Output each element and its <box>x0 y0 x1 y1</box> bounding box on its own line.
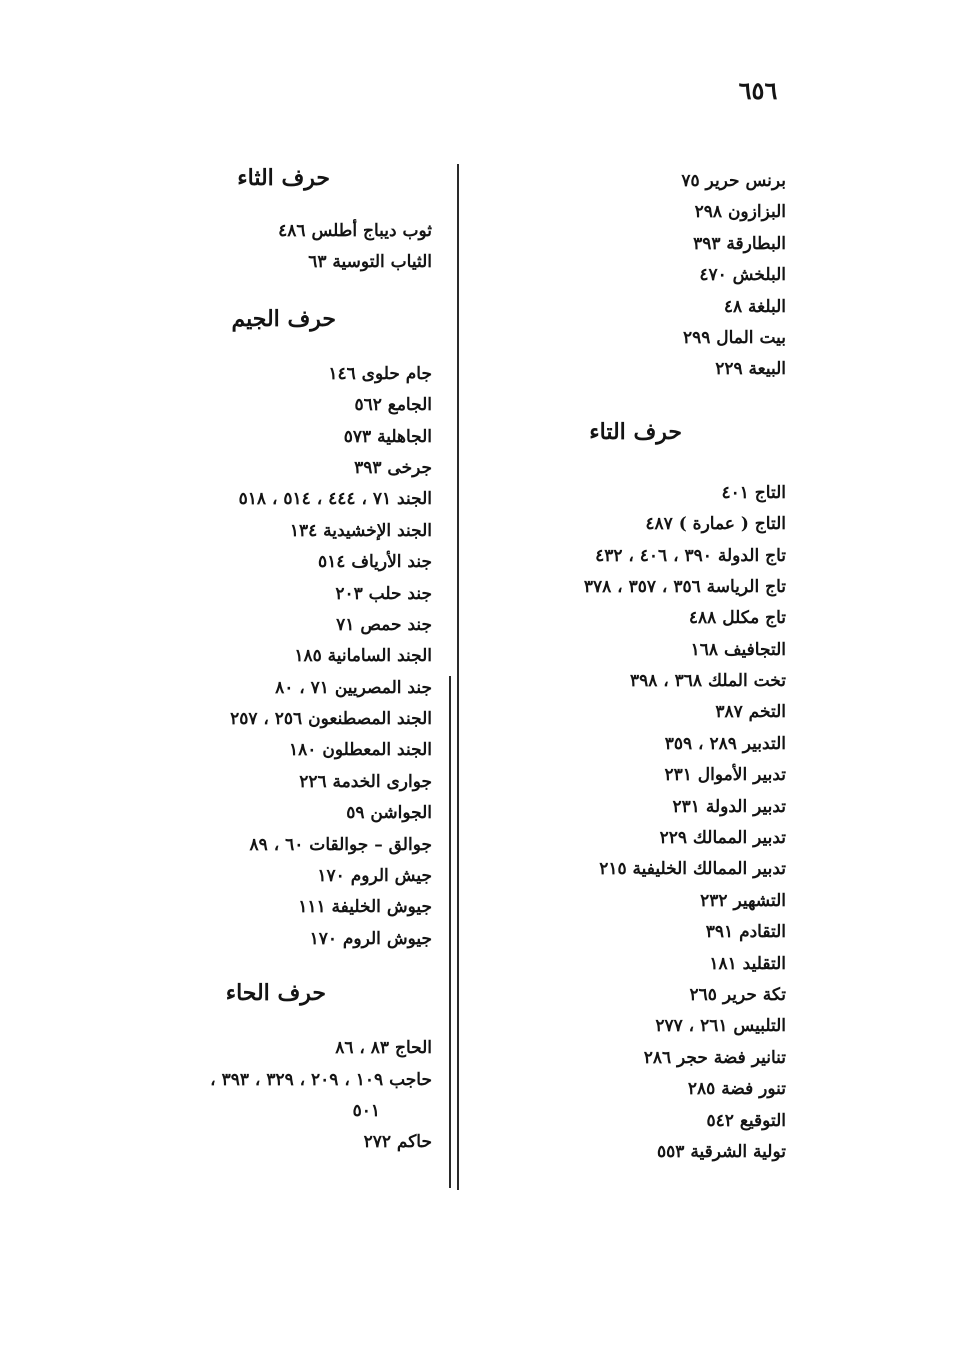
index-entry: تدبير الأموال ٢٣١ <box>664 765 786 786</box>
index-entry: جوالق – جوالقات ٦٠ ، ٨٩ <box>249 834 432 855</box>
index-entry: جند حمص ٧١ <box>336 614 432 635</box>
index-entry: البيعة ٢٢٩ <box>715 359 786 380</box>
section-heading-jim: حرف الجيم <box>231 305 336 332</box>
index-column-left <box>52 158 432 1159</box>
index-entry: حاجب ١٠٩ ، ٢٠٩ ، ٣٢٩ ، ٣٩٣ ، <box>210 1069 432 1090</box>
section-heading-ha: حرف الحاء <box>225 980 326 1007</box>
index-entry-continuation: ٥٠١ <box>352 1100 380 1121</box>
section-heading-tha: حرف الثاء <box>237 165 330 191</box>
index-entry: برنس حرير ٧٥ <box>681 171 786 191</box>
index-entry: تولية الشرقية ٥٥٣ <box>657 1141 786 1162</box>
index-entry: الجامع ٥٦٢ <box>354 395 432 416</box>
index-entry: التاج ٤٠١ <box>721 482 786 503</box>
index-entry: ثوب ديباج أطلس ٤٨٦ <box>278 221 432 241</box>
index-entry: البزازون ٢٩٨ <box>694 202 786 223</box>
index-entry: الجند الإخشيدية ١٣٤ <box>289 520 432 541</box>
index-entry: التخم ٣٨٧ <box>715 702 786 723</box>
index-entry: التلبيس ٢٦١ ، ٢٧٧ <box>655 1016 786 1037</box>
index-entry: البلغة ٤٨ <box>723 296 786 317</box>
index-entry: تدبير الممالك ٢٢٩ <box>659 828 786 849</box>
index-entry: جيوش الروم ١٧٠ <box>309 928 432 949</box>
page-number: ٦٥٦ <box>738 76 778 105</box>
index-entry: حاكم ٢٧٢ <box>363 1132 432 1153</box>
index-entry: جيش الروم ١٧٠ <box>317 866 432 887</box>
index-entry: تنانير فضة حجر ٢٨٦ <box>643 1047 786 1068</box>
index-entry: التقليد ١٨١ <box>709 953 786 974</box>
index-entry: التشهير ٢٣٢ <box>700 890 786 911</box>
index-entry: بيت المال ٢٩٩ <box>682 327 786 348</box>
index-entry: الثياب التوسية ٦٣ <box>308 252 432 273</box>
index-entry: التقادم ٣٩١ <box>705 922 786 943</box>
index-entry: تدبير الممالك الخليفية ٢١٥ <box>599 859 786 880</box>
index-entry: التدبير ٢٨٩ ، ٣٥٩ <box>664 733 786 754</box>
index-entry: الجند السامانية ١٨٥ <box>294 646 432 667</box>
index-entry: الحاج ٨٣ ، ٨٦ <box>335 1038 432 1059</box>
index-entry: جند الأرياف ٥١٤ <box>318 552 432 573</box>
index-entry: البلخش ٤٧٠ <box>699 265 786 286</box>
index-entry: الجند المعطلون ١٨٠ <box>289 740 432 761</box>
index-entry: التجافيف ١٦٨ <box>690 639 786 660</box>
index-entry: التاج ( عمارة ) ٤٨٧ <box>645 514 786 535</box>
index-entry: الجواشن ٥٩ <box>346 803 432 824</box>
section-heading-ta: حرف التاء <box>589 418 682 445</box>
index-entry: جند المصريين ٧١ ، ٨٠ <box>275 677 432 698</box>
index-entry: الجند ٧١ ، ٤٤٤ ، ٥١٤ ، ٥١٨ <box>238 489 432 510</box>
index-entry: تاج الرياسة ٣٥٦ ، ٣٥٧ ، ٣٧٨ <box>583 576 786 597</box>
column-divider <box>457 164 459 1190</box>
index-entry: الجند المصطنعون ٢٥٦ ، ٢٥٧ <box>230 709 432 730</box>
index-entry: تاج مكلل ٤٨٨ <box>688 608 786 629</box>
index-entry: جام حلوى ١٤٦ <box>328 363 432 384</box>
index-entry: تدبير الدولة ٢٣١ <box>672 796 786 817</box>
index-entry: تاج الدولة ٣٩٠ ، ٤٠٦ ، ٤٣٢ <box>595 545 786 566</box>
index-entry: تكة حرير ٢٦٥ <box>689 984 786 1005</box>
index-entry: جرخى ٣٩٣ <box>354 457 432 478</box>
index-column-right <box>486 166 786 1168</box>
index-entry: جيوش الخليفة ١١١ <box>298 897 432 918</box>
index-entry: الجاهلية ٥٧٣ <box>343 426 432 447</box>
index-entry: جند حلب ٢٠٣ <box>335 583 432 604</box>
column-divider-lower <box>449 676 451 1188</box>
index-entry: البطارقة ٣٩٣ <box>693 233 786 254</box>
index-entry: جوارى الخدمة ٢٢٦ <box>299 771 432 792</box>
index-entry: التوقيع ٥٤٢ <box>706 1110 786 1131</box>
index-entry: تنور فضة ٢٨٥ <box>687 1079 786 1100</box>
index-entry: تخت الملك ٣٦٨ ، ٣٩٨ <box>629 671 786 692</box>
